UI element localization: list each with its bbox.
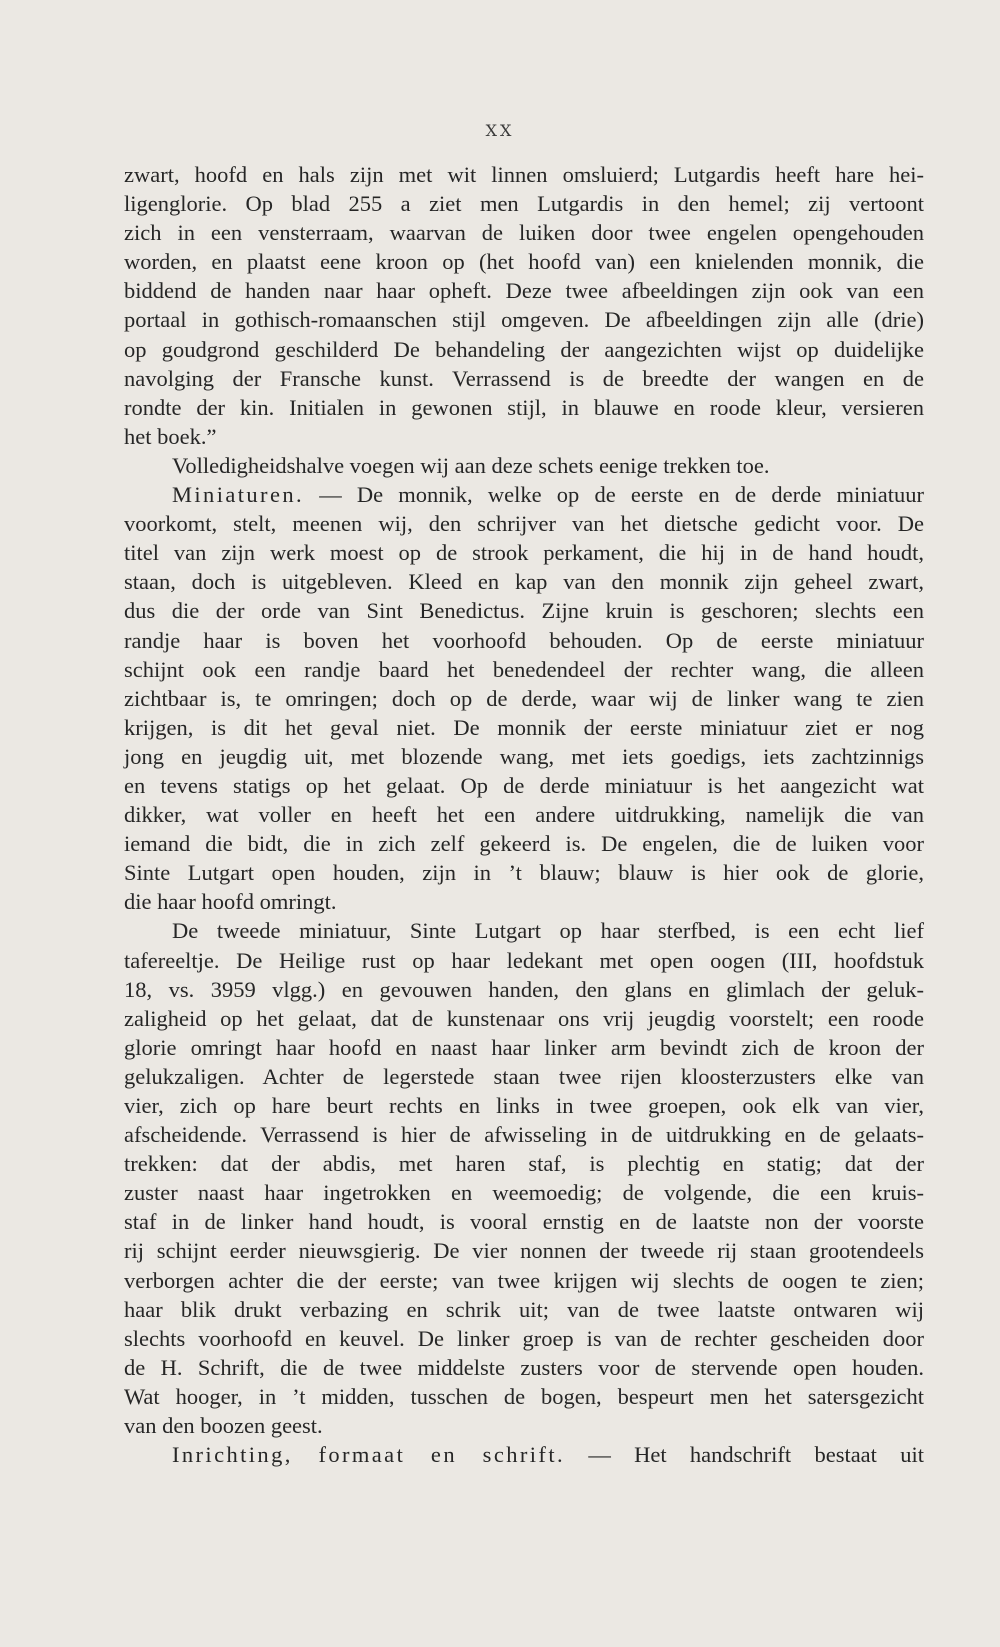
text-line <box>124 1178 924 1207</box>
text-line <box>124 1411 924 1440</box>
line-text: van den boozen geest. <box>124 1413 323 1439</box>
text-line <box>124 393 924 422</box>
text-line <box>124 771 924 800</box>
text-line <box>124 451 924 480</box>
text-line <box>124 800 924 829</box>
text-line <box>124 567 924 596</box>
line-text: 18, vs. 3959 vlgg.) en gevouwen handen, den glans en glimlach der geluk- <box>124 976 924 1002</box>
line-text: navolging der Fransche kunst. Verrassend is de breedte der wangen en de <box>124 365 924 391</box>
line-text: iemand die bidt, die in zich zelf gekeerd is. De engelen, die de luiken voor <box>124 831 924 857</box>
line-text: jong en jeugdig uit, met blozende wang, met iets goedigs, iets zachtzinnigs <box>124 743 924 769</box>
line-text: zwart, hoofd en hals zijn met wit linnen omsluierd; Lutgardis heeft hare hei- <box>124 162 924 187</box>
line-text: — De monnik, welke op de eerste en de derde miniatuur <box>304 482 924 508</box>
text-line <box>124 829 924 858</box>
text-line <box>124 1382 924 1411</box>
text-line <box>124 713 924 742</box>
line-text: de H. Schrift, die de twee middelste zusters voor de stervende open houden. <box>124 1354 924 1380</box>
line-text: afscheidende. Verrassend is hier de afwisseling in de uitdrukking en de gelaats- <box>124 1122 924 1148</box>
line-text: staf in de linker hand houdt, is vooral ernstig en de laatste non der voorste <box>124 1209 924 1235</box>
line-text: voorkomt, stelt, meenen wij, den schrijver van het dietsche gedicht voor. De <box>124 511 924 537</box>
text-line <box>124 364 924 393</box>
text-line <box>124 1324 924 1353</box>
line-text: die haar hoofd omringt. <box>124 889 337 915</box>
text-line <box>124 335 924 364</box>
line-text: worden, en plaatst eene kroon op (het hoofd van) een knielenden monnik, die <box>124 249 924 275</box>
line-text: zaligheid op het gelaat, dat de kunstenaar ons vrij jeugdig voorstelt; een roode <box>124 1005 924 1031</box>
line-text: vier, zich op hare beurt rechts en links in twee groepen, ook elk van vier, <box>124 1093 924 1118</box>
line-text: Wat hooger, in ’t midden, tusschen de bogen, bespeurt men het satersgezicht <box>124 1383 924 1409</box>
text-line <box>124 1295 924 1324</box>
text-line <box>124 742 924 771</box>
line-text: gelukzaligen. Achter de legerstede staan twee rijen kloosterzusters elke van <box>124 1063 924 1089</box>
line-text: Sinte Lutgart open houden, zijn in ’t blauw; blauw is hier ook de glorie, <box>124 860 924 886</box>
line-text: tafereeltje. De Heilige rust op haar ledekant met open oogen (III, hoofdstuk <box>124 947 924 973</box>
line-text: biddend de handen naar haar opheft. Deze twee afbeeldingen zijn ook van een <box>124 278 924 304</box>
line-text: portaal in gothisch-romaanschen stijl omgeven. De afbeeldingen zijn alle (drie) <box>124 307 924 333</box>
line-text: krijgen, is dit het geval niet. De monnik der eerste miniatuur ziet er nog <box>124 714 924 740</box>
text-line <box>124 1353 924 1382</box>
line-text: titel van zijn werk moest op de strook perkament, die hij in de hand houdt, <box>124 540 924 566</box>
text-line <box>124 422 924 451</box>
text-line <box>124 684 924 713</box>
text-line <box>124 596 924 625</box>
text-line <box>124 160 924 189</box>
text-line <box>124 218 924 247</box>
text-line <box>124 538 924 567</box>
text-line <box>124 916 924 945</box>
line-text: zichtbaar is, te omringen; doch op de derde, waar wij de linker wang te zien <box>124 685 924 711</box>
line-text: rij schijnt eerder nieuwsgierig. De vier nonnen der tweede rij staan grootendeels <box>124 1238 924 1264</box>
text-line <box>124 975 924 1004</box>
text-line <box>124 946 924 975</box>
body-text <box>124 160 924 1469</box>
text-line <box>124 247 924 276</box>
line-text: glorie omringt haar hoofd en naast haar linker arm bevindt zich de kroon der <box>124 1034 924 1060</box>
text-line <box>124 480 924 509</box>
spaced-section-heading: Miniaturen. <box>172 482 305 508</box>
line-text: op goudgrond geschilderd De behandeling der aangezichten wijst op duidelijke <box>124 336 924 362</box>
text-line <box>124 1440 924 1469</box>
text-line <box>124 1149 924 1178</box>
page-number: XX <box>485 121 515 140</box>
line-text: staan, doch is uitgebleven. Kleed en kap van den monnik zijn geheel zwart, <box>124 569 924 595</box>
text-line <box>124 626 924 655</box>
line-text: dikker, wat voller en heeft het een andere uitdrukking, namelijk die van <box>124 802 924 828</box>
text-line <box>124 1236 924 1265</box>
line-text: haar blik drukt verbazing en schrik uit; van de twee laatste ontwaren wij <box>124 1296 924 1322</box>
text-line <box>124 1266 924 1295</box>
text-line <box>124 509 924 538</box>
line-text: — Het handschrift bestaat uit <box>565 1442 924 1468</box>
spaced-section-heading: Inrichting, formaat en schrift. <box>172 1442 565 1468</box>
text-line <box>124 1207 924 1236</box>
text-line <box>124 655 924 684</box>
text-line <box>124 858 924 887</box>
line-text: het boek.” <box>124 423 217 449</box>
text-line <box>124 305 924 334</box>
text-line <box>124 1062 924 1091</box>
line-text: randje haar is boven het voorhoofd behouden. Op de eerste miniatuur <box>124 627 924 653</box>
line-text: slechts voorhoofd en keuvel. De linker groep is van de rechter gescheiden door <box>124 1325 924 1351</box>
text-line <box>124 1091 924 1120</box>
line-text: verborgen achter die der eerste; van twee krijgen wij slechts de oogen te zien; <box>124 1267 924 1293</box>
text-line <box>124 887 924 916</box>
line-text: schijnt ook een randje baard het benedendeel der rechter wang, die alleen <box>124 656 924 682</box>
line-text: dus die der orde van Sint Benedictus. Zijne kruin is geschoren; slechts een <box>124 598 924 624</box>
text-line <box>124 276 924 305</box>
line-text: rondte der kin. Initialen in gewonen stijl, in blauwe en roode kleur, versieren <box>124 394 924 420</box>
line-text: zuster naast haar ingetrokken en weemoedig; de volgende, die een kruis- <box>124 1180 924 1206</box>
text-line <box>124 1120 924 1149</box>
line-text: trekken: dat der abdis, met haren staf, is plechtig en statig; dat der <box>124 1151 924 1177</box>
line-text: Volledigheidshalve voegen wij aan deze schets eenige trekken toe. <box>172 452 770 478</box>
text-line <box>124 1033 924 1062</box>
line-text: en tevens statigs op het gelaat. Op de derde miniatuur is het aangezicht wat <box>124 772 924 798</box>
line-text: ligenglorie. Op blad 255 a ziet men Lutgardis in den hemel; zij vertoont <box>124 191 924 217</box>
line-text: De tweede miniatuur, Sinte Lutgart op haar sterfbed, is een echt lief <box>172 918 924 944</box>
text-line <box>124 189 924 218</box>
line-text: zich in een vensterraam, waarvan de luiken door twee engelen opengehouden <box>124 220 924 246</box>
text-line <box>124 1004 924 1033</box>
